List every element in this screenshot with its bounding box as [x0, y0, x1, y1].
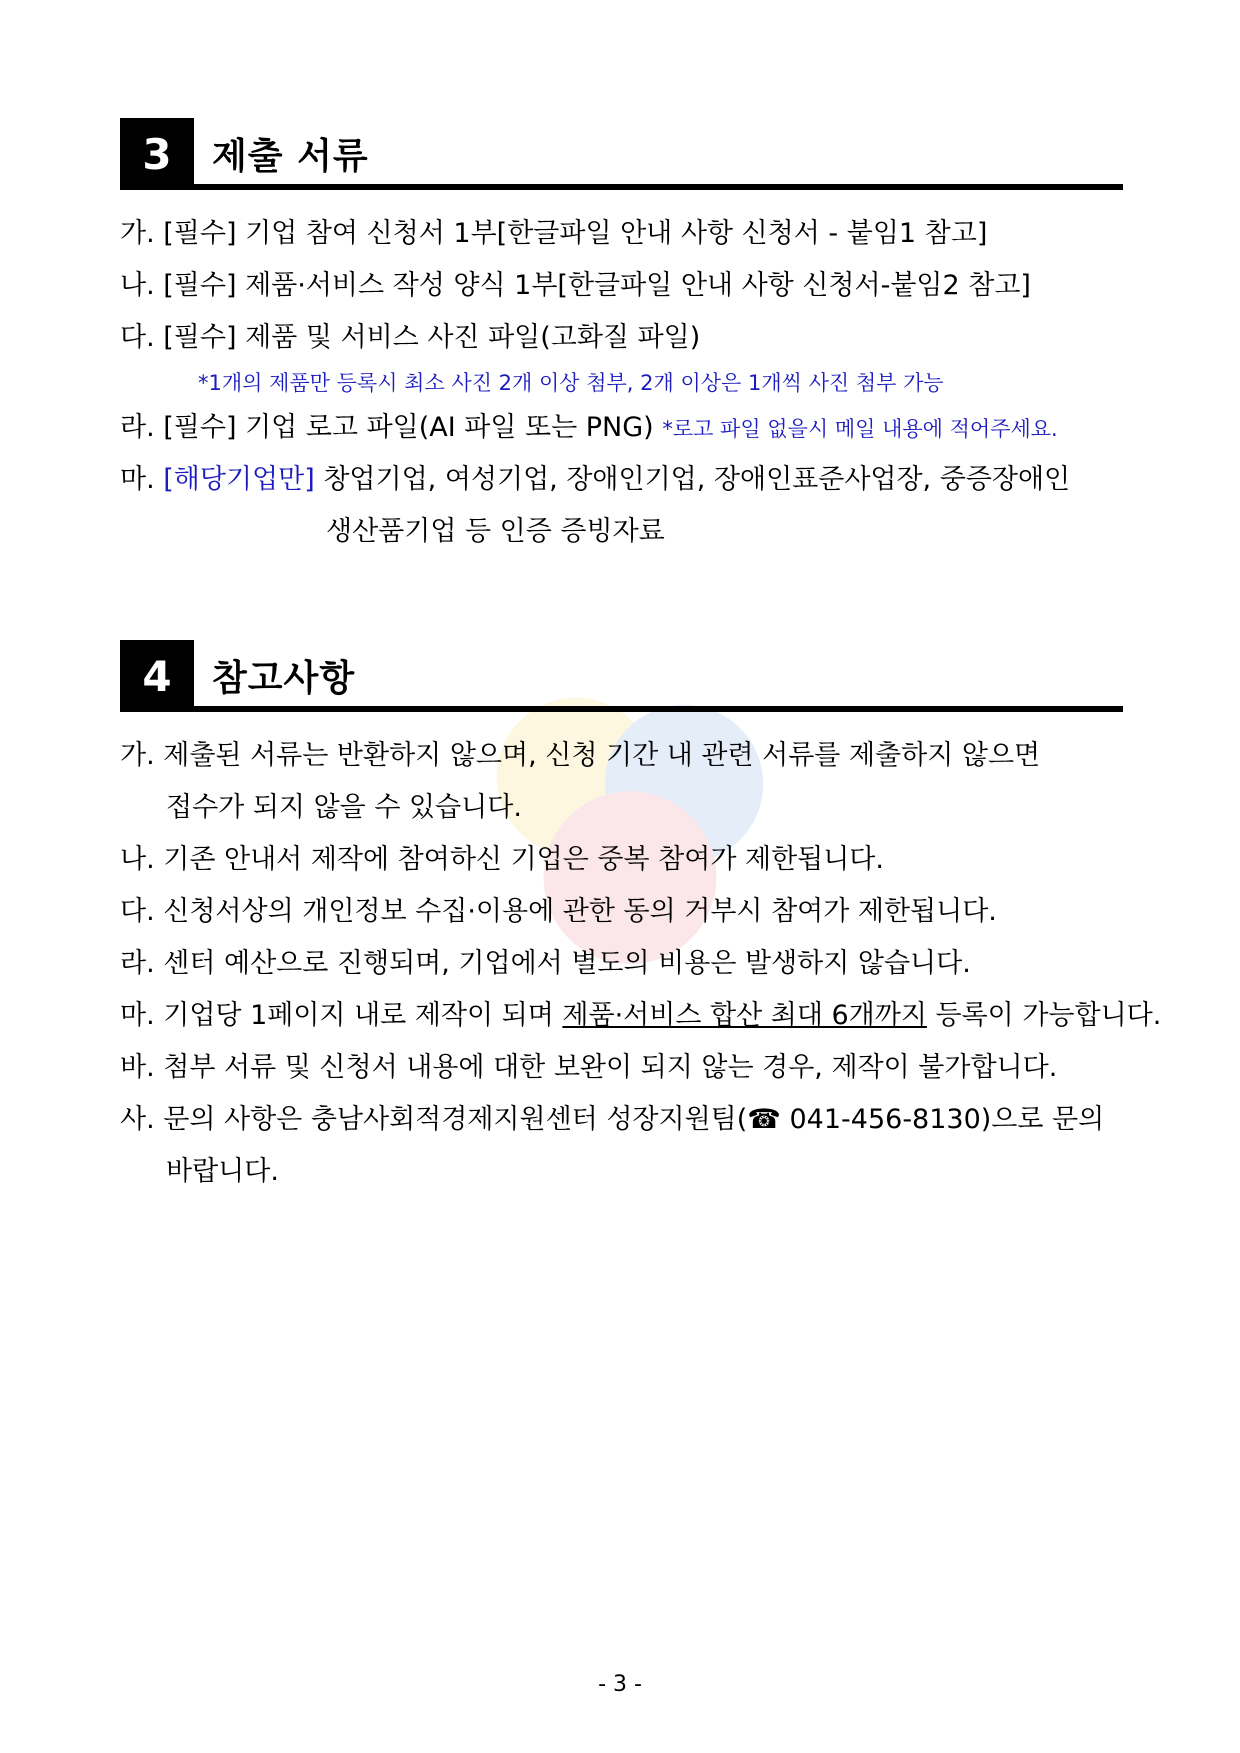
item-text: 첨부 서류 및 신청서 내용에 대한 보완이 되지 않는 경우, 제작이 불가합니다.: [163, 1052, 1058, 1083]
item-prefix: 바.: [120, 1052, 155, 1083]
item-prefix: 가.: [120, 740, 155, 771]
item-tag: [해당기업만]: [163, 464, 315, 495]
item-emphasis: 제품·서비스 합산 최대 6개까지: [562, 1000, 927, 1031]
item-text: [필수] 제품 및 서비스 사진 파일(고화질 파일): [163, 322, 701, 353]
item-prefix: 다.: [120, 322, 155, 353]
list-item: [120, 454, 1123, 506]
section-header: [120, 118, 1123, 190]
item-prefix: 라.: [120, 412, 155, 443]
item-text: 창업기업, 여성기업, 장애인기업, 장애인표준사업장, 중증장애인: [323, 464, 1071, 495]
photo-note: *1개의 제품만 등록시 최소 사진 2개 이상 첨부, 2개 이상은 1개씩 사진 첨부 가능: [198, 371, 944, 395]
item-text: [필수] 기업 로고 파일(AI 파일 또는 PNG): [163, 412, 654, 443]
list-item: [120, 260, 1123, 312]
list-item: [120, 730, 1123, 782]
submission-list: [120, 208, 1123, 558]
item-prefix: 나.: [120, 844, 155, 875]
list-item-continuation: 바랍니다.: [166, 1156, 279, 1187]
list-item: [120, 886, 1123, 938]
item-text: 센터 예산으로 진행되며, 기업에서 별도의 비용은 발생하지 않습니다.: [163, 948, 971, 979]
item-text: [필수] 제품·서비스 작성 양식 1부[한글파일 안내 사항 신청서-붙임2 참고]: [163, 270, 1031, 301]
list-item: [120, 1094, 1123, 1146]
item-text: 기업당 1페이지 내로 제작이 되며: [163, 1000, 563, 1031]
phone-number-text: 041-456-8130)으로 문의: [780, 1104, 1105, 1135]
section-title: 참고사항: [212, 658, 356, 699]
phone-icon: ☎: [747, 1104, 781, 1135]
item-prefix: 나.: [120, 270, 155, 301]
section-submission-documents: [120, 118, 1123, 558]
notes-list: [120, 730, 1162, 1198]
section-number: 3: [120, 118, 194, 190]
item-text: 신청서상의 개인정보 수집·이용에 관한 동의 거부시 참여가 제한됩니다.: [163, 896, 997, 927]
item-prefix: 마.: [120, 1000, 155, 1031]
section-underline: [194, 184, 1123, 190]
list-item: [120, 402, 1123, 454]
list-item: [120, 834, 1123, 886]
section-notes: [120, 640, 1162, 1198]
item-prefix: 사.: [120, 1104, 155, 1135]
section-header: [120, 640, 1123, 712]
item-prefix: 라.: [120, 948, 155, 979]
item-text: [필수] 기업 참여 신청서 1부[한글파일 안내 사항 신청서 - 붙임1 참고]: [163, 218, 988, 249]
logo-note: *로고 파일 없을시 메일 내용에 적어주세요.: [662, 417, 1058, 441]
item-text: 문의 사항은 충남사회적경제지원센터 성장지원팀(: [163, 1104, 748, 1135]
list-item: [120, 938, 1123, 990]
list-item-continuation: 생산품기업 등 인증 증빙자료: [326, 516, 665, 547]
item-prefix: 가.: [120, 218, 155, 249]
list-item: [120, 312, 1123, 364]
section-number: 4: [120, 640, 194, 712]
list-item: [120, 990, 1162, 1042]
list-item-continuation: 접수가 되지 않을 수 있습니다.: [166, 792, 522, 823]
list-item: [120, 208, 1123, 260]
item-prefix: 마.: [120, 464, 155, 495]
section-title: 제출 서류: [212, 136, 369, 177]
item-text: 기존 안내서 제작에 참여하신 기업은 중복 참여가 제한됩니다.: [163, 844, 884, 875]
item-prefix: 다.: [120, 896, 155, 927]
page-number: - 3 -: [598, 1672, 642, 1697]
item-text: 제출된 서류는 반환하지 않으며, 신청 기간 내 관련 서류를 제출하지 않으면: [163, 740, 1041, 771]
section-underline: [194, 706, 1123, 712]
list-item: [120, 1042, 1123, 1094]
item-text-tail: 등록이 가능합니다.: [926, 1000, 1162, 1031]
